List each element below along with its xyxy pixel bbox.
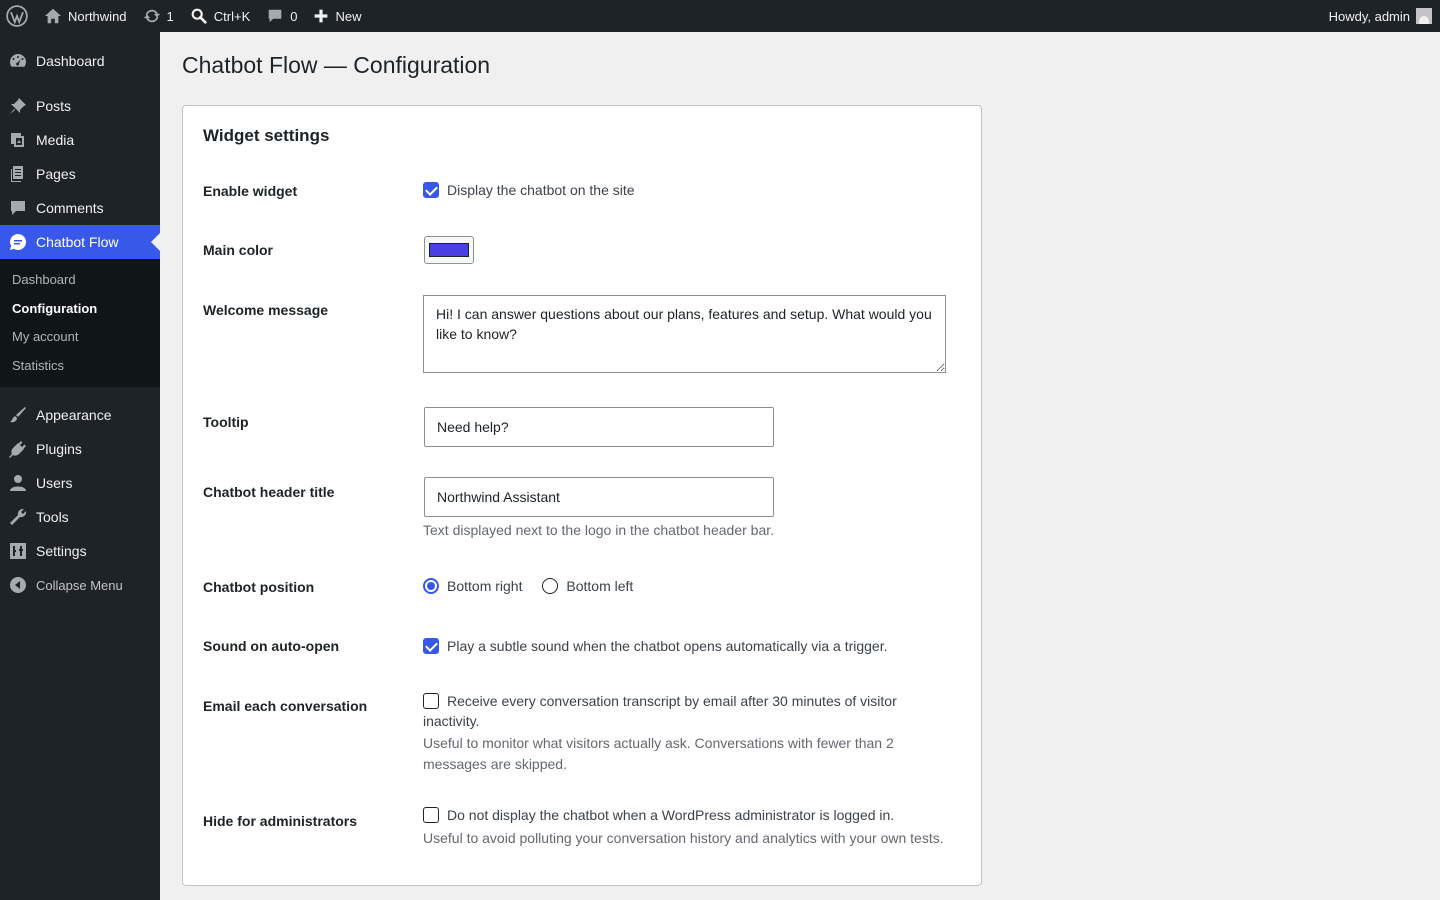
hide-admins-checkbox[interactable] [423,807,439,823]
email-conversation-description: Useful to monitor what visitors actually ask. Conversations with fewer than 2 messages are skipped. [423,735,894,772]
position-bottom-right[interactable] [423,578,522,594]
user-icon [8,473,28,493]
position-bottom-left[interactable] [542,578,633,594]
submenu-my-account[interactable]: My account [12,329,79,344]
welcome-message-textarea[interactable] [423,295,946,373]
enable-widget-label: Enable widget [203,183,298,199]
header-title-input[interactable] [424,477,774,517]
position-bottom-left-text: Bottom left [566,578,634,594]
section-title: Widget settings [203,126,330,145]
position-bottom-left-radio[interactable] [542,578,558,594]
tooltip-wrap [424,407,774,447]
media-icon [8,130,28,150]
avatar [1416,8,1432,24]
wrench-icon [8,507,28,527]
menu-dashboard[interactable] [0,44,160,78]
main-content [160,32,1440,900]
collapse-menu-button[interactable] [0,568,160,602]
menu-label: Comments [36,200,104,216]
menu-pages[interactable] [0,157,160,191]
site-name: Northwind [68,8,127,24]
color-swatch [429,243,469,257]
admin-sidebar [0,32,160,900]
email-conversation-checkbox[interactable] [423,693,439,709]
main-color-label: Main color [203,242,274,258]
updates-link[interactable] [135,0,182,32]
menu-label: Chatbot Flow [36,234,119,250]
menu-media[interactable] [0,123,160,157]
menu-label: Settings [36,543,87,559]
search-icon [190,7,208,25]
hide-admins-text: Do not display the chatbot when a WordPress administrator is logged in. [447,807,895,823]
chat-bubble-icon [8,232,28,252]
menu-chatbot-flow[interactable] [0,225,160,259]
sound-label: Sound on auto-open [203,638,340,654]
position-label: Chatbot position [203,579,315,595]
hide-admins-description: Useful to avoid polluting your conversation history and analytics with your own tests. [423,830,944,846]
dashboard-icon [8,51,28,71]
updates-count: 1 [166,8,174,24]
new-label: New [335,8,362,24]
submenu-dashboard[interactable]: Dashboard [12,272,76,287]
brush-icon [8,405,28,425]
admin-bar [0,0,1440,32]
menu-tools[interactable] [0,500,160,534]
comment-icon [266,7,284,25]
settings-icon [8,541,28,561]
email-conversation-option[interactable] [423,692,923,731]
enable-widget-text: Display the chatbot on the site [447,182,635,198]
comments-count: 0 [290,8,298,24]
menu-posts[interactable] [0,89,160,123]
header-title-label: Chatbot header title [203,484,335,500]
menu-label: Posts [36,98,72,114]
wordpress-logo-button[interactable] [0,0,36,32]
email-conversation-label: Email each conversation [203,698,368,714]
sound-checkbox[interactable] [423,638,439,654]
menu-label: Tools [36,509,69,525]
sound-text: Play a subtle sound when the chatbot opens automatically via a trigger. [447,638,888,654]
welcome-message-label: Welcome message [203,302,329,318]
my-account-link[interactable] [1321,0,1440,32]
tooltip-label: Tooltip [203,414,249,430]
hide-admins-label: Hide for administrators [203,813,358,829]
menu-settings[interactable] [0,534,160,568]
header-title-description: Text displayed next to the logo in the chatbot header bar. [423,522,775,538]
menu-label: Dashboard [36,53,105,69]
widget-settings-card [182,105,982,886]
position-options [423,578,633,594]
pin-icon [8,96,28,116]
comment-icon [8,198,28,218]
updates-icon [143,7,161,25]
email-conversation-text: Receive every conversation transcript by email after 30 minutes of visitor inactivity. [423,693,897,729]
sound-option[interactable] [423,638,888,654]
search-shortcut: Ctrl+K [213,8,251,24]
menu-label: Plugins [36,441,82,457]
site-name-link[interactable] [36,0,135,32]
chatbot-flow-submenu [0,259,160,387]
new-content-link[interactable] [305,0,369,32]
tooltip-input[interactable] [424,407,774,447]
menu-label: Media [36,132,75,148]
page-title: Chatbot Flow — Configuration [182,52,491,78]
menu-plugins[interactable] [0,432,160,466]
search-link[interactable] [182,0,258,32]
hide-admins-option[interactable] [423,807,894,823]
submenu-configuration[interactable]: Configuration [12,300,98,316]
collapse-label: Collapse Menu [36,577,123,593]
position-bottom-right-radio[interactable] [423,578,439,594]
collapse-arrow-icon [10,577,26,593]
wordpress-logo-icon [6,5,28,27]
plug-icon [8,439,28,459]
menu-users[interactable] [0,466,160,500]
pages-icon [8,164,28,184]
comments-link[interactable] [258,0,305,32]
enable-widget-option[interactable] [423,182,635,198]
menu-label: Pages [36,166,76,182]
plus-icon [313,8,329,24]
welcome-message-wrap [423,295,946,376]
menu-appearance[interactable] [0,398,160,432]
home-icon [44,7,62,25]
submenu-statistics[interactable]: Statistics [12,357,65,373]
main-color-picker[interactable] [424,236,474,264]
header-title-wrap [424,477,774,517]
menu-label: Users [36,475,73,491]
howdy-text: Howdy, admin [1328,8,1410,24]
menu-label: Appearance [36,407,112,423]
position-bottom-right-text: Bottom right [447,578,523,594]
menu-comments[interactable] [0,191,160,225]
enable-widget-checkbox[interactable] [423,182,439,198]
